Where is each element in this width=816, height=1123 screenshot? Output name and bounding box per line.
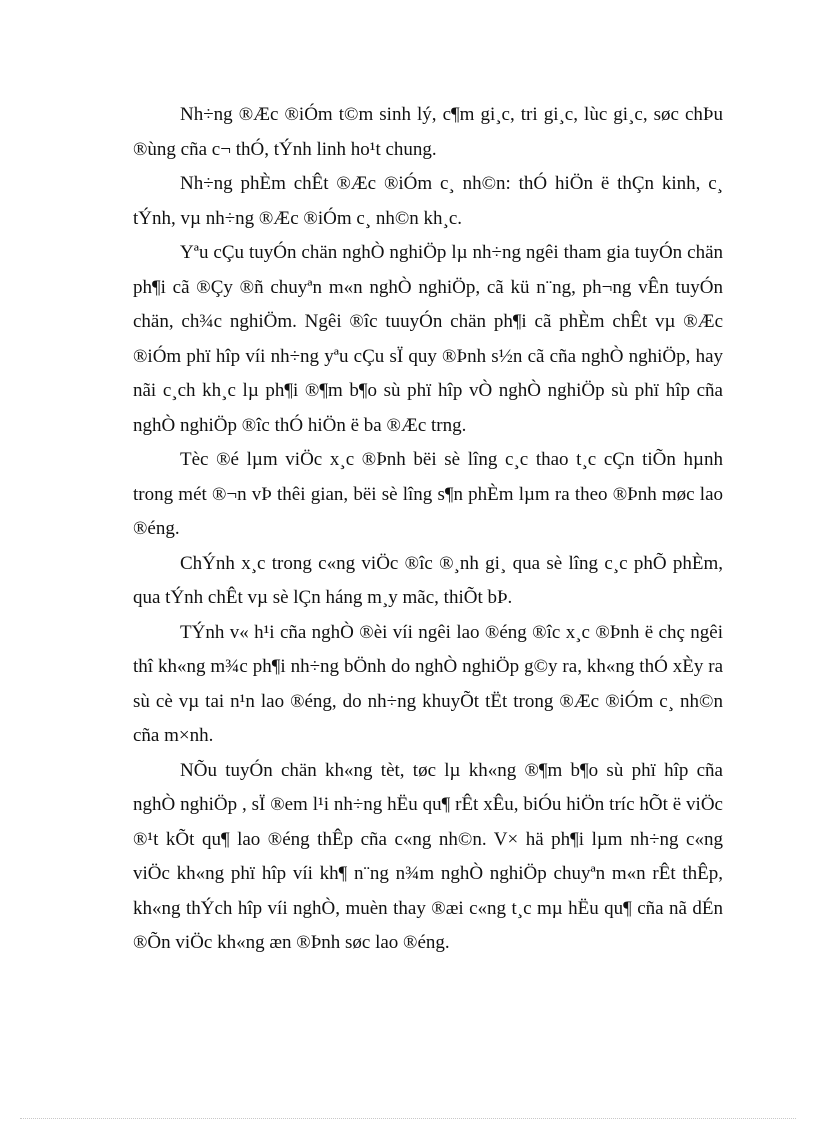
page-bottom-dotted-rule (20, 1118, 796, 1119)
paragraph-2: Nh÷ng phÈm chÊt ®Æc ®iÓm c¸ nh©n: thÓ hiÖn ë thÇn kinh, c¸ tÝnh, vµ nh÷ng ®Æc ®iÓm c¸ nh©n kh¸c. (133, 173, 723, 229)
paragraph-4: Tèc ®é lµm viÖc x¸c ®Þnh bëi sè lîng c¸c thao t¸c cÇn tiÕn hµnh trong mét ®¬n vÞ thêi gian, bëi sè lîng s¶n phÈm lµm ra theo ®Þnh møc lao ®éng. (133, 449, 723, 539)
paragraph-1: Nh÷ng ®Æc ®iÓm t©m sinh lý, c¶m gi¸c, tri gi¸c, lùc gi¸c, søc chÞu ®ùng cña c¬ thÓ, tÝnh linh ho¹t chung. (133, 104, 723, 160)
paragraph-6: TÝnh v« h¹i cña nghÒ ®èi víi ngêi lao ®éng ®îc x¸c ®Þnh ë chç ngêi thî kh«ng m¾c ph¶i nh÷ng bÖnh do nghÒ nghiÖp g©y ra, kh«ng thÓ xÈy ra sù cè vµ tai n¹n lao ®éng, do nh÷ng khuyÕt tËt trong ®Æc ®iÓm c¸ nh©n cña m×nh. (133, 621, 723, 746)
paragraph-5: ChÝnh x¸c trong c«ng viÖc ®îc ®¸nh gi¸ qua sè lîng c¸c phÕ phÈm, qua tÝnh chÊt vµ sè lÇn háng m¸y mãc, thiÕt bÞ. (133, 552, 723, 608)
document-body (133, 98, 723, 961)
paragraph-7: NÕu tuyÓn chän kh«ng tèt, tøc lµ kh«ng ®¶m b¶o sù phï hîp cña nghÒ nghiÖp , sÏ ®em l¹i nh÷ng hËu qu¶ rÊt xÊu, biÓu hiÖn tríc hÕt ë viÖc ®¹t kÕt qu¶ lao ®éng thÊp cña c«ng nh©n. V× hä ph¶i lµm nh÷ng c«ng viÖc kh«ng phï hîp víi kh¶ n¨ng n¾m nghÒ nghiÖp chuyªn m«n rÊt thÊp, kh«ng thÝch hîp víi nghÒ, muèn thay ®æi c«ng t¸c mµ hËu qu¶ cña nã dÉn ®Õn viÖc kh«ng æn ®Þnh søc lao ®éng. (133, 759, 723, 953)
paragraph-3: Yªu cÇu tuyÓn chän nghÒ nghiÖp lµ nh÷ng ngêi tham gia tuyÓn chän ph¶i cã ®Çy ®ñ chuyªn m«n nghÒ nghiÖp, cã kü n¨ng, ph¬ng vÊn tuyÓn chän, ch¾c nghiÖm. Ngêi ®îc tuuyÓn chän ph¶i cã phÈm chÊt vµ ®Æc ®iÓm phï hîp víi nh÷ng yªu cÇu sÏ quy ®Þnh s½n cã cña nghÒ nghiÖp, hay nãi c¸ch kh¸c lµ ph¶i ®¶m b¶o sù phï hîp vÒ nghÒ nghiÖp sù phï hîp cña nghÒ nghiÖp ®îc thÓ hiÖn ë ba ®Æc trng. (133, 242, 723, 436)
